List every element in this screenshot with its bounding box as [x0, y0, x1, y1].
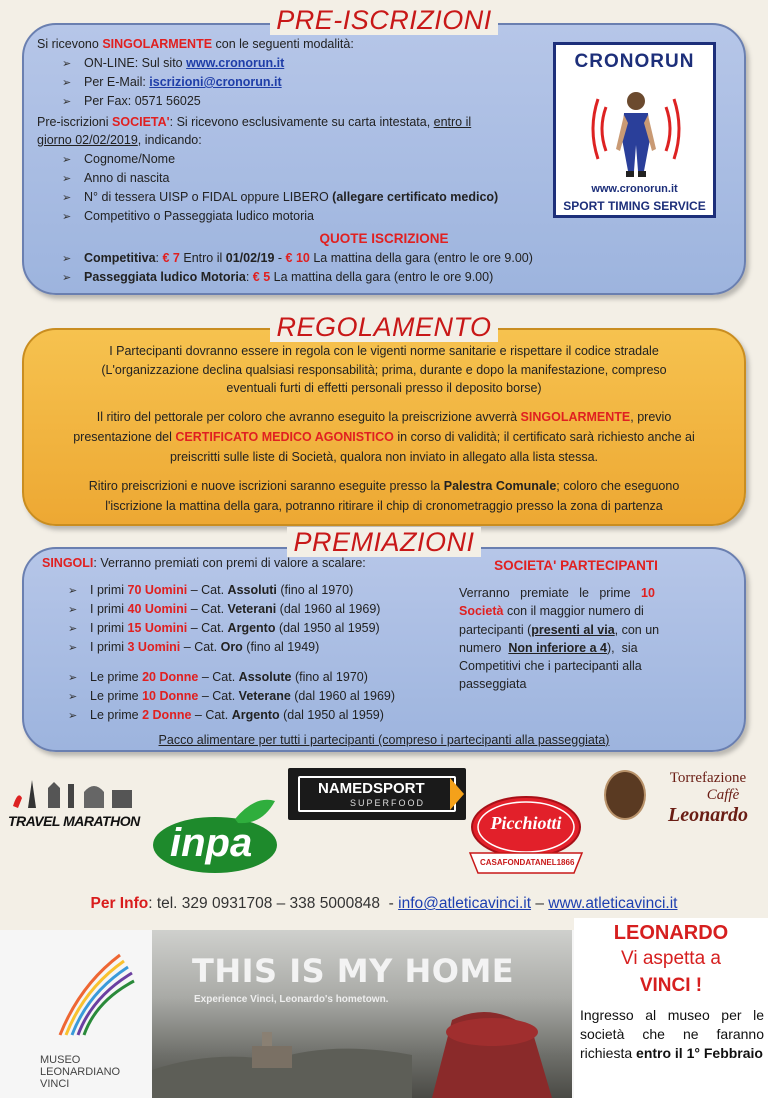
travel-marathon-logo — [8, 770, 148, 828]
societa-line-1: Pre-iscrizioni SOCIETA': Si ricevono esclusivamente su carta intestata, entro il — [37, 115, 472, 129]
prize-men-2: ➢ I primi 40 Uomini – Cat. Veterani (dal 1960 al 1969) — [68, 600, 380, 620]
quote-competitiva: ➢ Competitiva: € 7 Entro il 01/02/19 - € 10 La mattina della gara (entro le ore 9.00) — [62, 249, 533, 269]
inpa-text: inpa — [170, 821, 253, 865]
namedsport-name: NAMEDSPORT — [318, 780, 425, 797]
arrow-bullet-icon: ➢ — [68, 642, 78, 654]
info-site-link[interactable]: www.atleticavinci.it — [548, 895, 678, 912]
museo-line-1: MUSEO — [40, 1054, 81, 1066]
prize-women-3: ➢ Le prime 2 Donne – Cat. Argento (dal 1950 al 1959) — [68, 706, 384, 726]
quote-title: QUOTE ISCRIZIONE — [319, 231, 449, 246]
arrow-bullet-icon: ➢ — [62, 77, 72, 89]
arrow-bullet-icon: ➢ — [62, 154, 72, 166]
arrow-bullet-icon: ➢ — [68, 604, 78, 616]
picchiotti-name: Picchiotti — [490, 813, 562, 833]
arrow-bullet-icon: ➢ — [68, 585, 78, 597]
societa-line-2: giorno 02/02/2019, indicando: — [37, 133, 202, 147]
skyline-icon — [8, 770, 148, 810]
list-item-tessera: ➢ N° di tessera UISP o FIDAL oppure LIBERO (allegare certificato medico) — [62, 188, 498, 208]
prize-women-1: ➢ Le prime 20 Donne – Cat. Assolute (fino al 1970) — [68, 668, 368, 688]
picchiotti-logo — [466, 795, 586, 880]
regolamento-p2: Il ritiro del pettorale per coloro che avranno eseguito la preiscrizione avverrà SINGOLARMENTE, previo presentazione del CERTIFICATO MEDICO AGONISTICO in corso di validità; il certificato sarà richiesto anche ai preiscritti sulle liste di Società, qualora non inviato in allegato alla lista stessa. — [73, 410, 695, 464]
prize-men-1: ➢ I primi 70 Uomini – Cat. Assoluti (fino al 1970) — [68, 581, 353, 601]
regolamento-p3: Ritiro preiscrizioni e nuove iscrizioni saranno eseguite presso la Palestra Comunale; coloro che eseguono l'iscrizione la mattina della gara, potranno ritirare il chip di cronometraggio presso la zona di partenza — [88, 479, 680, 513]
cronorun-url: www.cronorun.it — [591, 183, 678, 195]
banner-headline: THIS IS MY HOME — [192, 952, 515, 990]
arrow-bullet-icon: ➢ — [68, 672, 78, 684]
cronorun-link[interactable]: www.cronorun.it — [186, 56, 285, 70]
list-item-competitivo: ➢ Competitivo o Passeggiata ludico motoria — [62, 207, 314, 227]
picchiotti-ribbon: CASA FONDATA NEL1866 — [480, 858, 575, 867]
museo-line-2: LEONARDIANO — [40, 1066, 121, 1078]
namedsport-logo — [288, 768, 466, 820]
info-line: Per Info: tel. 329 0931708 – 338 5000848 - info@atleticavinci.it – www.atleticavinci.it — [90, 895, 678, 912]
prize-women-2: ➢ Le prime 10 Donne – Cat. Veterane (dal 1960 al 1969) — [68, 687, 395, 707]
arrow-bullet-icon: ➢ — [68, 691, 78, 703]
arrow-bullet-icon: ➢ — [62, 211, 72, 223]
museo-line-3: VINCI — [40, 1078, 70, 1090]
list-item-cognome: ➢ Cognome/Nome — [62, 150, 175, 170]
panel-title-2: Vi aspetta a — [620, 948, 721, 969]
picchiotti-badge-icon — [466, 795, 586, 880]
torre-line-3: Leonardo — [668, 804, 748, 826]
arrow-bullet-icon: ➢ — [62, 173, 72, 185]
arrow-bullet-icon: ➢ — [68, 623, 78, 635]
list-item-fax: ➢ Per Fax: 0571 56025 — [62, 92, 201, 112]
societa-partecipanti-text: Verranno premiate le prime 10 Società con il maggior numero di partecipanti (presenti al via, con un numero Non inferiore a 4), sia Competitivi che i partecipanti alla passeggiata — [459, 586, 660, 692]
cronorun-tagline: SPORT TIMING SERVICE — [563, 199, 706, 213]
banner-subline: Experience Vinci, Leonardo's hometown. — [194, 994, 389, 1005]
preiscrizioni-intro: Si ricevono SINGOLARMENTE con le seguenti modalità: — [37, 37, 354, 51]
runner-icon — [586, 79, 686, 184]
arrow-bullet-icon: ➢ — [62, 96, 72, 108]
panel-body: Ingresso al museo per le società che ne faranno richiesta entro il 1° Febbraio — [580, 1007, 764, 1061]
arrow-bullet-icon: ➢ — [62, 253, 72, 265]
pacco-alimentare: Pacco alimentare per tutti i partecipanti (compreso i partecipanti alla passeggiata) — [158, 733, 610, 747]
torre-line-2: Caffè — [706, 787, 740, 803]
list-item-online: ➢ ON-LINE: Sul sito www.cronorun.it — [62, 54, 284, 74]
travel-marathon-text: TRAVEL MARATHON — [8, 813, 140, 829]
arrow-bullet-icon: ➢ — [62, 58, 72, 70]
torre-line-1: Torrefazione — [669, 770, 747, 786]
list-item-anno: ➢ Anno di nascita — [62, 169, 169, 189]
leonardo-panel — [574, 918, 768, 1098]
inpa-logo — [150, 795, 300, 875]
prize-men-3: ➢ I primi 15 Uomini – Cat. Argento (dal 1950 al 1959) — [68, 619, 380, 639]
list-item-email: ➢ Per E-Mail: iscrizioni@cronorun.it — [62, 73, 282, 93]
arrow-bullet-icon: ➢ — [62, 192, 72, 204]
panel-title-1: LEONARDO — [613, 922, 729, 944]
quote-passeggiata: ➢ Passeggiata ludico Motoria: € 5 La mattina della gara (entro le ore 9.00) — [62, 268, 493, 288]
vinci-town-image — [152, 1010, 572, 1098]
panel-title-3: VINCI ! — [639, 975, 703, 996]
arrow-bullet-icon: ➢ — [62, 272, 72, 284]
torrefazione-logo — [604, 770, 764, 830]
museo-leonardiano-logo — [40, 945, 140, 1090]
premiazioni-title: PREMIAZIONI — [0, 527, 768, 558]
namedsport-sub: SUPERFOOD — [350, 798, 426, 808]
museo-swoosh-icon — [40, 945, 140, 1045]
email-link[interactable]: iscrizioni@cronorun.it — [149, 75, 282, 89]
regolamento-title: REGOLAMENTO — [0, 312, 768, 343]
preiscrizioni-title: PRE-ISCRIZIONI — [0, 5, 768, 36]
cronorun-logo — [553, 42, 716, 218]
info-email-link[interactable]: info@atleticavinci.it — [398, 895, 532, 912]
arrow-bullet-icon: ➢ — [68, 710, 78, 722]
vinci-banner — [152, 930, 572, 1098]
regolamento-p1: I Partecipanti dovranno essere in regola con le vigenti norme sanitarie e rispettare il codice stradale (L'organizzazione declina qualsiasi responsabilità; prima, durante e dopo la manifestazione, compreso eventuali furti di effetti personali presso il deposito borse) — [101, 344, 667, 395]
chevron-right-icon — [450, 778, 464, 810]
singoli-intro: SINGOLI: Verranno premiati con premi di valore a scalare: — [42, 556, 366, 570]
cronorun-name: CRONORUN — [574, 51, 695, 72]
societa-partecipanti-title: SOCIETA' PARTECIPANTI — [494, 558, 658, 573]
prize-men-4: ➢ I primi 3 Uomini – Cat. Oro (fino al 1949) — [68, 638, 319, 658]
leonardo-portrait-icon — [604, 770, 646, 820]
